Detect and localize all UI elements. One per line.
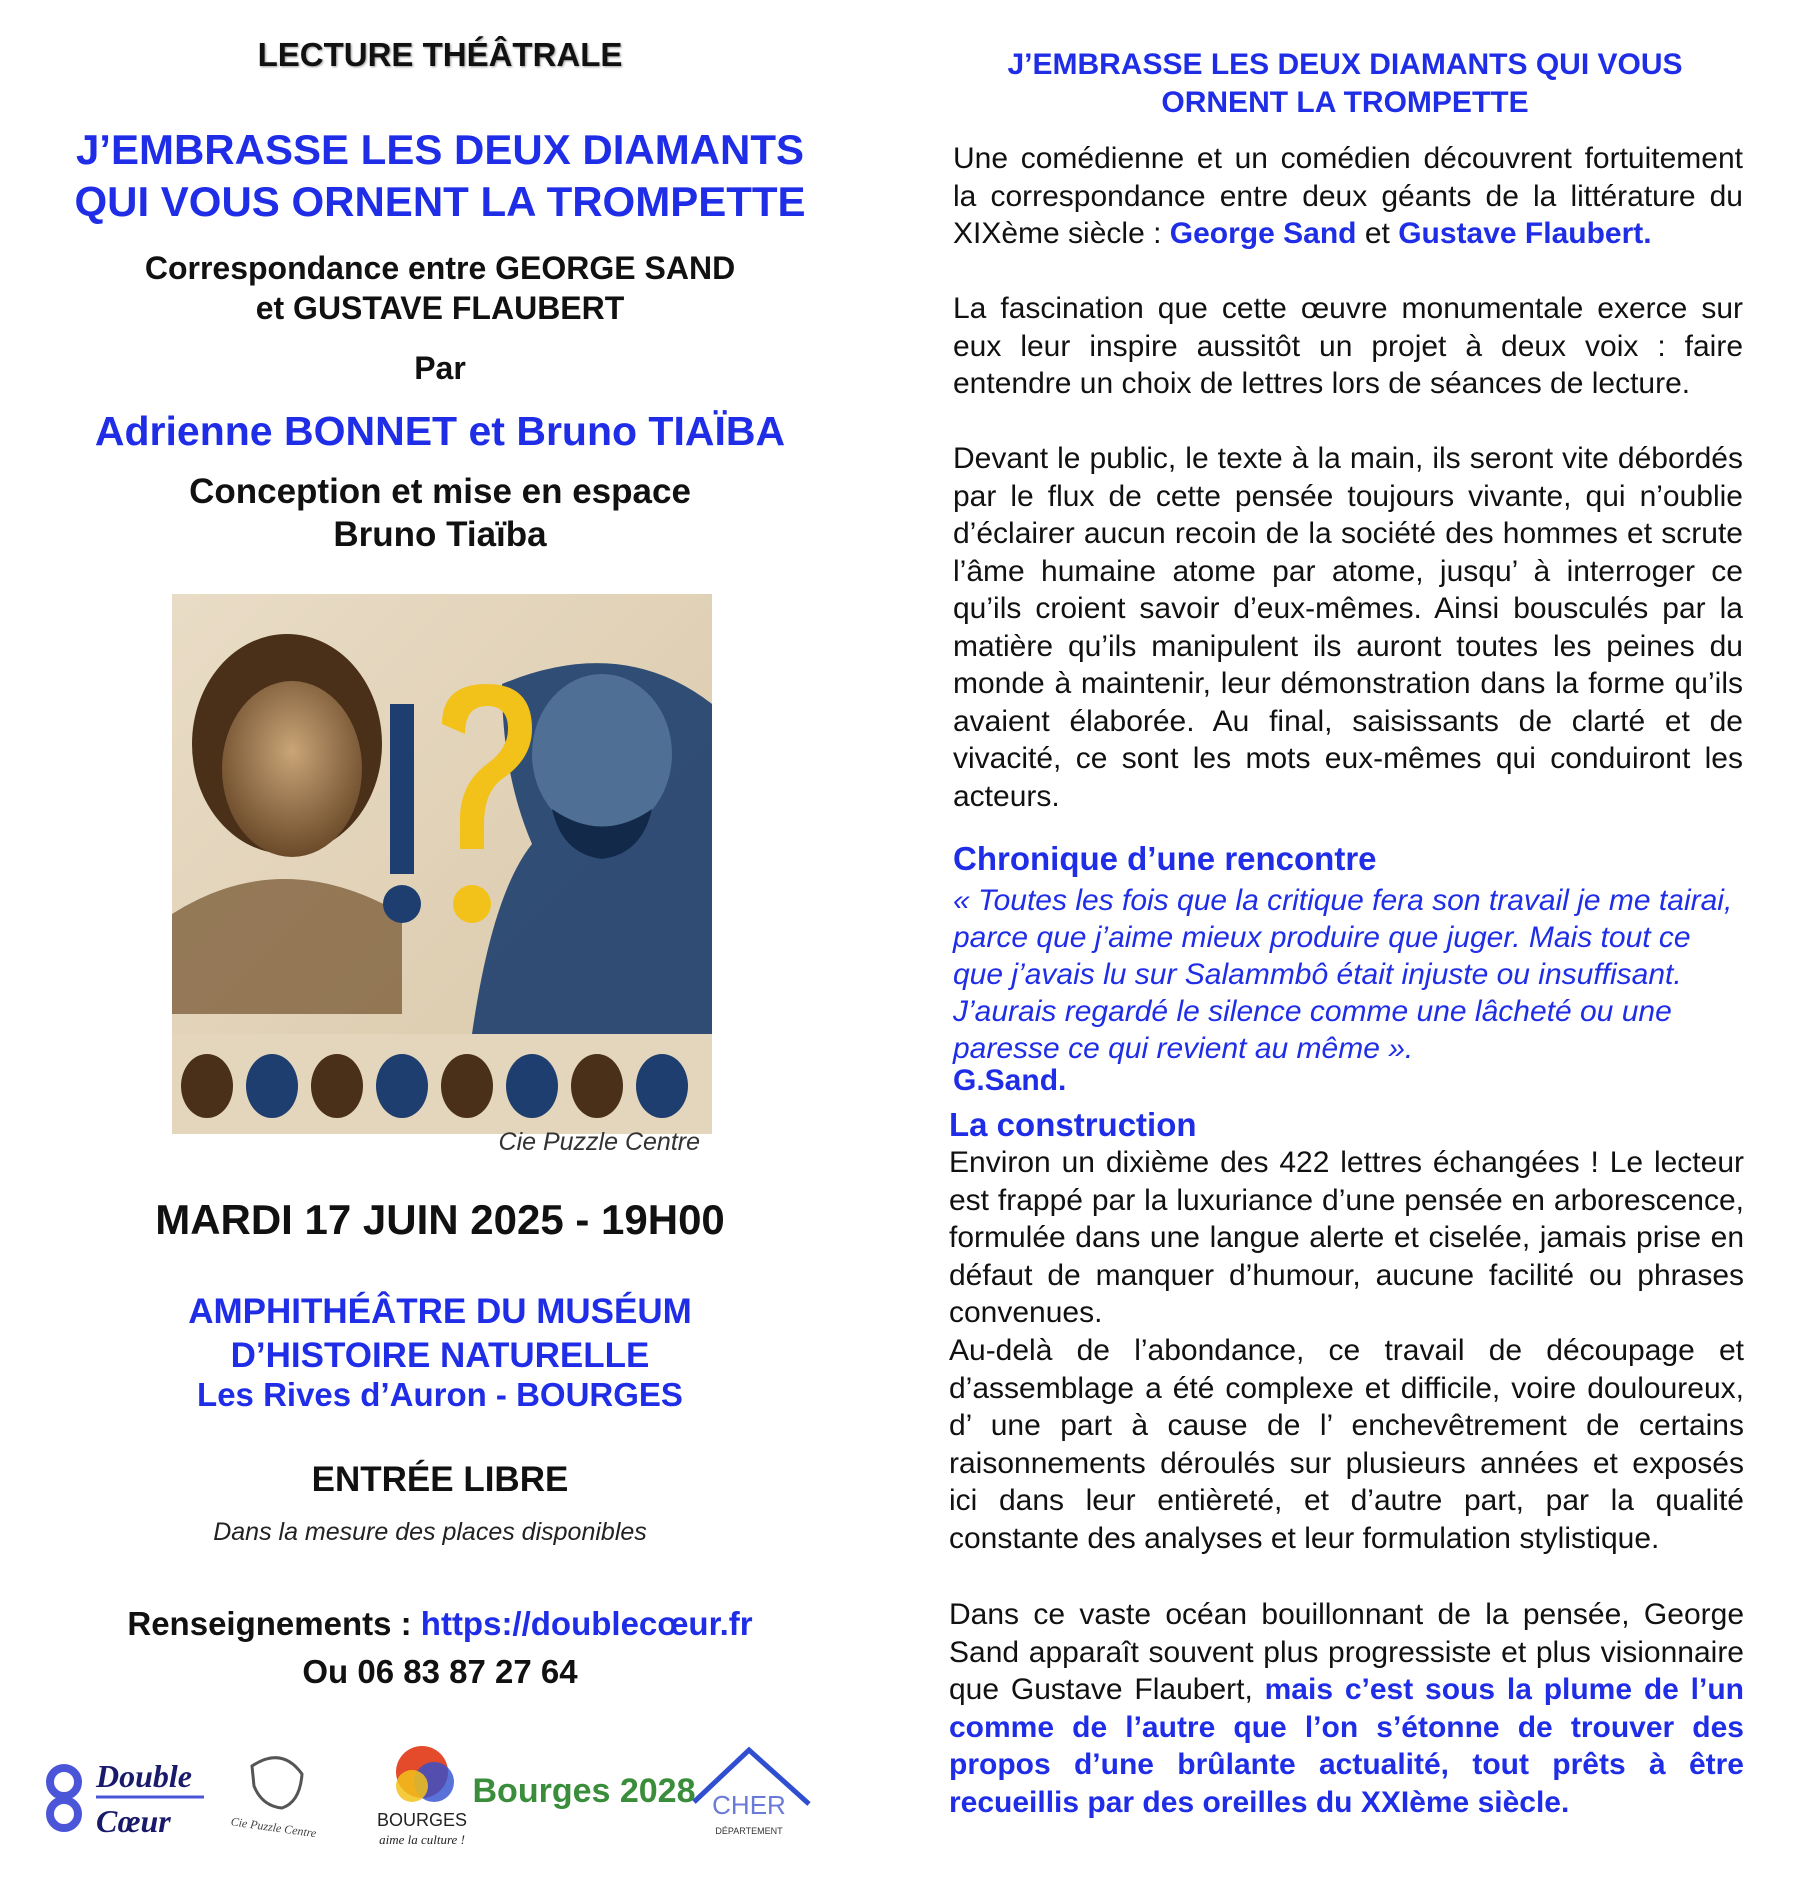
title-line-1: J’EMBRASSE LES DEUX DIAMANTS: [75, 126, 805, 173]
construction-heading: La construction: [949, 1106, 1197, 1143]
venue-line-2: D’HISTOIRE NATURELLE: [230, 1336, 650, 1375]
construction-text: Dans ce vaste océan bouillonnant de la pensée, George Sand apparaît souvent plus progressiste et plus visionnaire que Gustave Flaubert,: [949, 1598, 1744, 1706]
poster-title: [0, 124, 880, 228]
partner-logos: [44, 1742, 844, 1852]
bourges-2028-logo-text: Bourges 2028: [472, 1772, 696, 1810]
construction-paragraph-2: Au-delà de l’abondance, ce travail de découpage et d’assemblage a été complexe et difficile, voire douloureux, d’ une part à cause de l’ enchevêtrement de certains raisonnements déroulés sur plusieurs années et exposés ici dans leur entièreté, et d’autre part, par la qualité constante des analyses et leur formulation stylistique.: [949, 1334, 1744, 1555]
par-label: Par: [414, 350, 466, 386]
intro-paragraph: [953, 140, 1743, 253]
article-title-line-1: J’EMBRASSE LES DEUX DIAMANTS QUI VOUS: [1007, 48, 1683, 81]
subtitle-line-2: et GUSTAVE FLAUBERT: [255, 290, 625, 326]
concept: [0, 470, 880, 556]
concept-line-1: Conception et mise en espace: [189, 472, 691, 511]
portrait-strip: [172, 1034, 712, 1134]
chronique-heading: Chronique d’une rencontre: [953, 840, 1377, 877]
quote-author: G.Sand.: [953, 1064, 1067, 1097]
info-block: [0, 1600, 880, 1696]
name-gustave-flaubert: Gustave Flaubert.: [1398, 217, 1652, 250]
info-url-link[interactable]: https://doublecœur.fr: [420, 1605, 753, 1642]
kicker: LECTURE THÉÂTRALE: [257, 36, 623, 73]
intro-text: Une comédienne et un comédien découvrent fortuitement la correspondance entre deux géants de la littérature du XIXème siècle :: [953, 142, 1743, 250]
double-coeur-logo: [50, 1758, 204, 1839]
concept-line-2: Bruno Tiaïba: [333, 515, 547, 554]
info-phone: Ou 06 83 87 27 64: [302, 1653, 578, 1690]
construction-paragraph-3: [949, 1596, 1744, 1821]
subtitle-line-1: Correspondance entre GEORGE SAND: [144, 250, 736, 286]
bourges-2028-logo: [473, 1750, 696, 1842]
venue: [0, 1290, 880, 1378]
double-coeur-logo-text-2: Cœur: [96, 1803, 171, 1839]
construction-paragraph-1: Environ un dixième des 422 lettres échangées ! Le lecteur est frappé par la luxuriance d’une pensée en arborescence, formulée dans une langue alerte et ciselée, jamais prise en défaut de manquer d’humour, aucune facilité ou phrases convenues.: [949, 1146, 1744, 1329]
puzzle-logo-text: Cie Puzzle Centre: [229, 1814, 318, 1841]
entry-label: ENTRÉE LIBRE: [311, 1460, 569, 1499]
info-line: [0, 1600, 880, 1648]
right-column: [935, 0, 1755, 1894]
bourges-logo: [377, 1746, 467, 1847]
cher-departement-logo: [694, 1750, 809, 1836]
fascination-paragraph: La fascination que cette œuvre monumentale exerce sur eux leur inspire aussitôt un projet à deux voix : faire entendre un choix de lettres lors de séances de lecture.: [953, 292, 1743, 400]
title-line-2: QUI VOUS ORNENT LA TROMPETTE: [74, 178, 806, 225]
logos-svg: [44, 1742, 844, 1852]
authors: Adrienne BONNET et Bruno TIAÏBA: [94, 408, 786, 454]
name-george-sand: George Sand: [1169, 217, 1357, 250]
left-column: [0, 0, 880, 1894]
entry-note: Dans la mesure des places disponibles: [213, 1518, 647, 1546]
cher-logo-text: CHER: [712, 1790, 786, 1820]
sand-quote: « Toutes les fois que la critique fera son travail je me tairai, parce que j’aime mieux produire que juger. Mais tout ce que j’avais lu sur Salammbô était injuste ou insuffisant. J’aurais regardé le silence comme une lâcheté ou une paresse ce qui revient au même ».: [953, 884, 1733, 1065]
intro-and: et: [1356, 217, 1399, 250]
article-title: [935, 46, 1755, 122]
bourges-logo-text-2: aime la culture !: [379, 1832, 465, 1847]
venue-city: Les Rives d’Auron - BOURGES: [197, 1376, 683, 1413]
event-date: MARDI 17 JUIN 2025 - 19H00: [155, 1196, 725, 1243]
construction-emphasis: mais c’est sous la plume de l’un comme de l’autre que l’on s’étonne de trouver des propos d’une brûlante actualité, tout prêts à être recueillis par des oreilles du XXIème siècle.: [949, 1673, 1745, 1819]
bourges-logo-text-1: BOURGES: [376, 1810, 468, 1830]
public-paragraph: Devant le public, le texte à la main, ils seront vite débordés par le flux de cette pensée toujours vivante, qui n’oublie d’éclairer aucun recoin de la société des hommes et scrute l’âme humaine atome par atome, jusqu’ à interroger ce qu’ils croient savoir d’eux-mêmes. Ainsi bousculés par la matière qu’ils manipulent ils auront toutes les peines du monde à maintenir, leur démonstration dans la forme qu’ils avaient élaborée. Au final, saisissants de clarté et de vivacité, ce sont les mots eux-mêmes qui conduiront les acteurs.: [953, 442, 1743, 813]
poster-image: [172, 594, 712, 1134]
article-title-line-2: ORNENT LA TROMPETTE: [1161, 86, 1529, 119]
puzzle-centre-logo: [230, 1758, 318, 1841]
subtitle: [0, 248, 880, 328]
venue-line-1: AMPHITHÉÂTRE DU MUSÉUM: [188, 1292, 692, 1331]
info-label: Renseignements :: [127, 1605, 421, 1642]
double-coeur-logo-text-1: Double: [96, 1758, 192, 1794]
cher-logo-subtext: DÉPARTEMENT: [715, 1826, 783, 1836]
poster-credit: Cie Puzzle Centre: [498, 1128, 700, 1156]
